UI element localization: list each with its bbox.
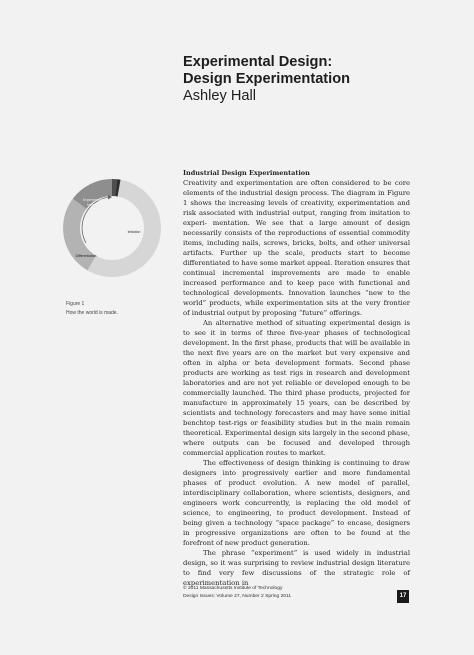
footer [183,585,413,601]
label-iteration: Iteration [88,208,102,212]
label-differentiation: Differentiation [75,254,97,258]
author-name: Ashley Hall [183,88,256,104]
caption-label: Figure 1 [66,301,85,307]
label-imitation: Imitation [127,230,141,234]
caption-text: How the world is made. [66,310,118,316]
journal-line: Design Issues: Volume 27, Number 2 Spring 2011 [183,594,292,599]
figure-caption [66,300,118,318]
paragraph-2: An alternative method of situating experimental design is to see it in terms of three five-year phases of technological development. In the first phase, products that will be available in the next five years are on the market but very expensive and often in alpha or beta development formats. Second phase products are working as test rigs in research and development laboratories and are not yet reliable or developed enough to be commercially launched. The third phase products, projected for manufacture in approximately 15 years, can be described by scientists and technology forecasters and may have some initial benchtop test-rigs or feasibility studies but in the main remain theoretical. Experimental design sits largely in the second phase, where outputs can be focused and developed through commercial application routes to market. [183,319,410,457]
title-block [183,54,443,105]
page-number: 17 [397,590,409,603]
title-line-2: Design Experimentation [183,71,351,87]
label-experimentation: Experimentation [82,198,108,202]
label-innovation: Innovation [87,203,103,207]
title-line-1: Experimental Design: [183,54,333,70]
figure-diagram [62,178,162,278]
section-heading: Industrial Design Experimentation [183,169,310,177]
paragraph-4: The phrase “experiment” is used widely in industrial design, so it was surprising to review industrial design literature to find very few discussions of the strategic role of experimentation in [183,549,410,587]
ring-diagram [62,178,162,278]
article-body [183,168,410,588]
paragraph-1: Creativity and experimentation are often considered to be core elements of the industrial design process. The diagram in Figure 1 shows the increasing levels of creativity, experimentation and risk associated with industrial output, ranging from imitation to experi- mentation. We see that a large amount of design necessarily consists of the reproductions of essential commodity items, including nails, screws, bricks, bolts, and other universal artifacts. Further up the scale, products start to become differentiated to have some market appeal. Iteration ensures that continual incremental improvements are made to enable increased performance and to keep pace with functional and technological developments. Innovation launches “new to the world” products, while experimentation sits at the very frontier of industrial output by proposing “future” offerings. [183,179,410,317]
copyright-line: © 2011 Massachusetts Institute of Technology [183,586,283,591]
paragraph-3: The effectiveness of design thinking is continuing to draw designers into progressively earlier and more fundamental phases of product evolution. A new model of parallel, interdisciplinary collaboration, where scientists, designers, and engineers work concurrently, is replacing the old model of science, to engineering, to product development. Instead of being given a technology “space package” to encase, designers in progressive organizations are often to be found at the forefront of new product generation. [183,459,410,547]
